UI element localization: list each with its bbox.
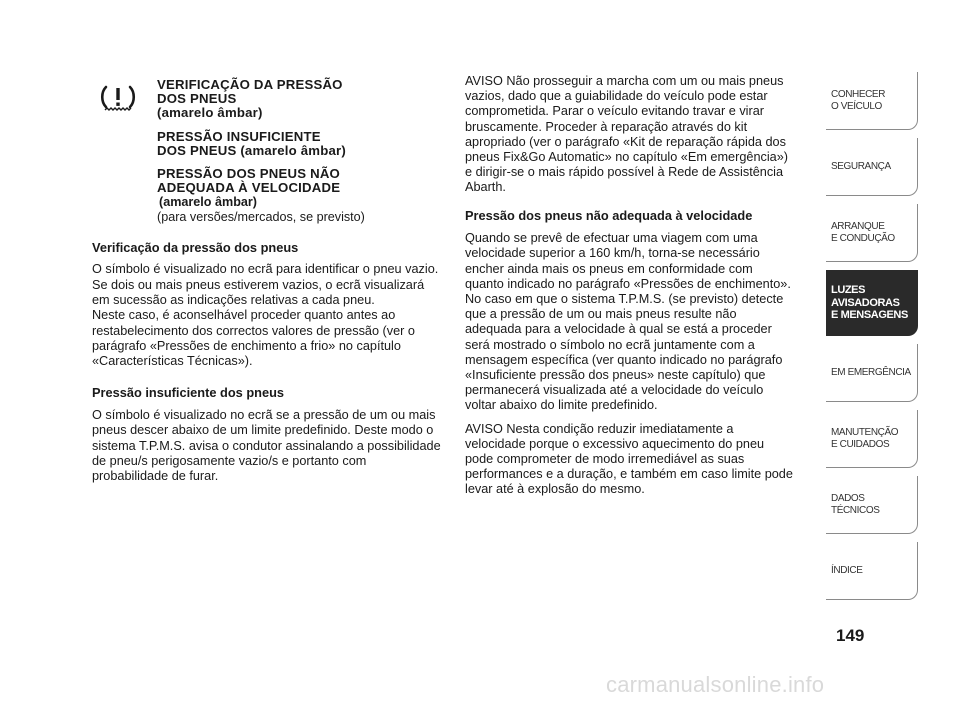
tab-seguranca[interactable] [826,138,918,196]
tab-conhecer-o-veiculo[interactable] [826,72,918,130]
tab-manutencao-e-cuidados[interactable] [826,410,918,468]
tab-dados-tecnicos[interactable] [826,476,918,534]
tab-label-line: ÍNDICE [831,564,863,576]
warning-title-3-color: (amarelo âmbar) [159,195,257,210]
tab-label-line: DADOS [831,492,865,504]
tab-label-line: E CUIDADOS [831,438,890,450]
tab-label-line: AVISADORAS [831,296,900,309]
section-heading-insufficient-pressure: Pressão insuficiente dos pneus [92,385,285,401]
tab-em-emergencia[interactable] [826,344,918,402]
right-column [465,74,795,498]
tab-label-line: O VEÍCULO [831,100,882,112]
tab-label-line: EM EMERGÊNCIA [831,366,911,378]
warning-paragraph-reduce-speed: AVISO Nesta condição reduzir imediatamente a velocidade porque o excessivo aquecimento do pneu pode comprometer de modo irremediável as suas performances e a duração, e também em caso limite pode levar até à explosão do mesmo. [465,421,793,497]
warning-lights-heading-block [157,78,442,224]
chapter-tabs [826,72,918,608]
paragraph-pressure-check-2: Neste caso, é aconselhável proceder quanto antes ao restabelecimento dos correctos valores de pressão (ver o parágrafo «Pressões de enchimento a frio» no capítulo «Características Técnicas»). [92,308,415,369]
warning-title-3-line-2: ADEQUADA À VELOCIDADE [157,180,341,196]
warning-title-1-line-1: VERIFICAÇÃO DA PRESSÃO [157,77,343,92]
warning-title-3-line-1: PRESSÃO DOS PNEUS NÃO [157,166,340,182]
tab-label-line: E CONDUÇÃO [831,232,895,244]
watermark: carmanualsonline.info [606,672,825,697]
tab-label-line: MANUTENÇÃO [831,426,899,438]
tab-label-line: TÉCNICOS [831,504,880,516]
tab-label-line: ARRANQUE [831,220,885,232]
left-column [92,78,442,484]
tab-luzes-avisadoras-e-mensagens[interactable] [826,270,918,336]
section-heading-pressure-check: Verificação da pressão dos pneus [92,239,299,255]
warning-title-2-line-1: PRESSÃO INSUFICIENTE [157,128,321,144]
warning-title-3-note: (para versões/mercados, se previsto) [157,209,365,224]
warning-paragraph-flat-tyres: AVISO Não prosseguir a marcha com um ou mais pneus vazios, dado que a guiabilidade do veículo pode estar comprometida. Parar o veículo evitando travar e virar bruscamente. Proceder à reparação através do kit apropriado (ver o parágrafo «Kit de reparação rápida dos pneus Fix&Go Automatic» no capítulo «Em emergência») e dirigir-se o mais rápido possível à Rede de Assistência Abarth. [465,74,788,195]
section-heading-pressure-speed: Pressão dos pneus não adequada à velocidade [465,207,753,223]
paragraph-pressure-check-1: O símbolo é visualizado no ecrã para identificar o pneu vazio. Se dois ou mais pneus estiverem vazios, o ecrã visualizará em sucessão as indicações relativas a cada pneu. [92,262,439,307]
warning-title-2-line-2: DOS PNEUS (amarelo âmbar) [157,142,346,158]
tab-indice[interactable] [826,542,918,600]
tab-label-line: CONHECER [831,88,886,100]
tab-label-line: E MENSAGENS [831,309,908,322]
tab-label-line: SEGURANÇA [831,160,891,172]
paragraph-insufficient-pressure: O símbolo é visualizado no ecrã se a pressão de um ou mais pneus descer abaixo de um limite predefinido. Deste modo o sistema T.P.M.S. avisa o condutor assinalando a possibilidade de pneu/s perigosamente vazio/s e portanto com probabilidade de furar. [92,407,441,484]
tab-label-line: LUZES [831,284,866,297]
tab-arranque-e-conducao[interactable] [826,204,918,262]
warning-title-1-line-2: DOS PNEUS [157,91,237,107]
warning-title-1-color: (amarelo âmbar) [157,105,263,121]
page-number: 149 [836,626,865,645]
paragraph-pressure-speed: Quando se prevê de efectuar uma viagem com uma velocidade superior a 160 km/h, torna-se necessário encher ainda mais os pneus em conformidade com quanto indicado no parágrafo «Pressões de enchimento». No caso em que o sistema T.P.M.S. (se previsto) detecte que a pressão de um ou mais pneus resulte não adequada para a velocidade à qual se está a proceder será mostrado o símbolo no ecrã juntamente com a mensagem específica (ver quanto indicado no parágrafo «Insuficiente pressão dos pneus» neste capítulo) que permanecerá visualizada até a velocidade do veículo voltar abaixo do limite predefinido. [465,231,791,413]
